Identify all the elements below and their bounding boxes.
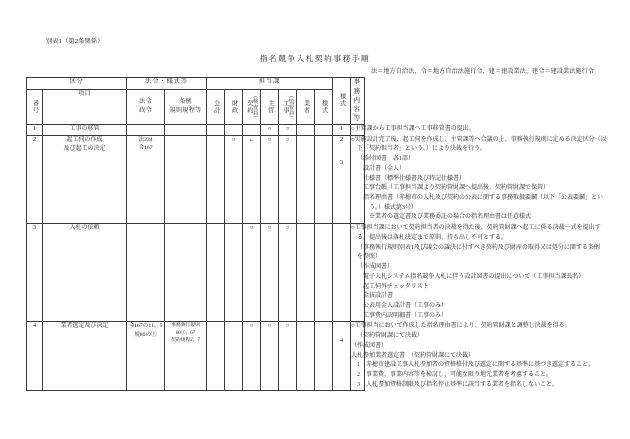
mark-supervision: ○	[261, 125, 279, 136]
detail-line: 金抜設計書	[363, 293, 394, 300]
row-item-line: 及び起工の決定	[63, 145, 106, 152]
header-dept-contract: （検査員） 契約	[243, 90, 261, 125]
header-dept-supervision: 主管	[261, 90, 279, 125]
header-regulation-line-1: 条例	[179, 98, 192, 105]
detail-line: ○実施設計完了後、起工伺を作成し、主管課等へ合議の上、事務執行規則に定める決定区分（以	[351, 136, 607, 143]
row-details	[351, 135, 607, 223]
table-row	[27, 135, 605, 223]
row-details	[351, 322, 595, 391]
row-law	[127, 322, 165, 391]
header-dept-works: （監督員） 工事	[279, 90, 297, 125]
row-regulation	[165, 224, 207, 322]
row-regulation-line: 契約規程2、7	[171, 337, 200, 343]
mark-works: ○	[279, 135, 297, 223]
detail-number-primary: 2	[340, 136, 344, 143]
mark-form	[315, 125, 333, 136]
mark-finance	[225, 125, 243, 136]
row-details	[351, 125, 475, 136]
procedure-table-wrapper	[26, 77, 607, 391]
mark-works: ○	[279, 322, 297, 391]
mark-contract	[243, 125, 261, 136]
row-item: 業者選定及び決定	[43, 322, 127, 391]
header-dept-accounting: 会計	[207, 90, 225, 125]
detail-line: 設計書（金入）	[363, 165, 406, 172]
mark-vendor	[297, 135, 315, 223]
procedure-table	[26, 77, 605, 391]
row-item: 工事の移管	[43, 125, 127, 136]
detail-line: 工事台帳（工事担当課より契約管財課へ提出後、契約管財課で保管）	[363, 185, 550, 192]
detail-number	[333, 224, 351, 322]
detail-line: ○工事担当課において契約担当者の決裁を得た後、契約管財課へ起工に係る決裁一式を提出す	[351, 225, 601, 232]
mark-supervision: ○	[261, 135, 279, 223]
header-regulation	[165, 90, 207, 125]
detail-line: （添付図書 各1部）	[357, 156, 415, 163]
detail-number-primary: 4	[340, 338, 344, 345]
header-details-label: 事務内容等	[353, 78, 362, 123]
header-dept-vendor: 業者	[297, 90, 315, 125]
detail-line: 下「契約担当者」という。）により決裁を行う。	[357, 146, 487, 153]
mark-supervision: ○	[261, 322, 279, 391]
mark-form	[315, 322, 333, 391]
mark-accounting	[207, 135, 225, 223]
detail-line: 公表用金入設計書（工事のみ）	[363, 302, 448, 309]
header-laws-forms: 法令・様式等	[127, 78, 207, 90]
detail-line: ○工事担当において作成した指名理由書により、契約管財課と調整し決裁を得る。	[351, 323, 571, 330]
document-legend: 法＝地方自治法、令＝地方自治法施行令、建＝建設業法、建令＝建設業法施行令	[371, 69, 594, 75]
detail-line: ○主管課から工事担当課へ工事移管書の提出。	[351, 126, 475, 132]
detail-line: る。提出後は落札決定まで原則、持ち出し不可とする。	[357, 234, 508, 241]
row-regulation	[165, 135, 207, 223]
header-law-ordinance	[127, 90, 165, 125]
detail-line: （作成図書）	[351, 342, 388, 349]
detail-number	[333, 135, 351, 223]
header-form-label: 様式	[338, 93, 345, 108]
detail-line: 1 赤穂市建設工事入札参加者の資格格付及び選定に関する基準に基づき選定すること。	[357, 362, 595, 369]
mark-contract: ←	[243, 135, 261, 223]
mark-works: ○	[279, 224, 297, 322]
detail-line: 2 事業費、事業内容等を検討し、可能な限り地元業者を考慮すること。	[357, 371, 553, 378]
table-row	[27, 322, 605, 391]
mark-finance: ○	[225, 135, 243, 223]
mark-vendor	[297, 322, 315, 391]
detail-line: 3 入札参加資格制限及び指名停止基準に該当する業者を指名しないこと。	[357, 381, 559, 388]
row-number: 2	[27, 135, 43, 223]
mark-vendor	[297, 224, 315, 322]
row-details	[351, 224, 601, 322]
detail-line: 工事費内訳明細書（工事のみ）	[363, 312, 448, 319]
mark-form	[315, 224, 333, 322]
mark-supervision: ○	[261, 224, 279, 322]
mark-form	[315, 135, 333, 223]
table-header-group-row	[27, 78, 605, 90]
detail-line: 起工伺外チェックリスト	[363, 283, 429, 290]
detail-line: う。）様式第3号）	[369, 204, 418, 211]
row-number: 1	[27, 125, 43, 136]
row-law	[127, 224, 165, 322]
detail-number	[333, 322, 351, 391]
header-departments: 担当課	[207, 78, 333, 90]
detail-line: 指名理由書（赤穂市の入札及び契約の公表に関する事務取扱要綱（以下「公表要綱」とい	[363, 195, 604, 202]
mark-contract: ○	[243, 224, 261, 322]
detail-number-secondary: 3	[340, 160, 344, 167]
row-item-line: 起工伺の作成	[66, 136, 103, 143]
row-law-line: 令167	[138, 145, 153, 152]
row-law	[127, 135, 165, 223]
mark-finance	[225, 322, 243, 391]
mark-works: ○	[279, 125, 297, 136]
table-row	[27, 224, 605, 322]
header-form: 様式	[315, 90, 333, 125]
table-header-sub-row	[27, 90, 605, 125]
detail-line: （契約管財課にて決裁）	[357, 333, 424, 340]
mark-accounting	[207, 224, 225, 322]
document-reference: 別表1（第2条関係）	[46, 38, 104, 45]
detail-line: を参照）	[357, 254, 382, 261]
header-regulation-line-2: 規則規程等	[169, 108, 202, 114]
header-law-line-2: 政令	[139, 108, 152, 114]
document-title: 指名競争入札契約事務手順	[259, 54, 371, 63]
header-details-top	[351, 78, 365, 125]
row-law	[127, 125, 165, 136]
header-item: 項目	[43, 90, 127, 125]
detail-line: 入札参加業者選定書 （契約管財課にて決裁）	[351, 352, 475, 359]
row-law-line: 法234	[138, 136, 153, 143]
header-law-line-1: 法令	[139, 98, 152, 105]
row-item	[43, 135, 127, 223]
table-row	[27, 125, 605, 136]
detail-line: ※業者の選定書及び業務委託の場合の指名理由書は任意様式	[369, 214, 532, 221]
mark-contract: ○	[243, 322, 261, 391]
row-regulation	[165, 322, 207, 391]
header-number: 番号	[27, 90, 43, 125]
row-item: 入札の依頼	[43, 224, 127, 322]
mark-accounting	[207, 125, 225, 136]
header-classification: 区分	[27, 78, 127, 90]
detail-line: （事務執行規則別表1及び議会の議決に付すべき契約及び財産の取得又は処分に関する条例	[357, 244, 600, 251]
row-law-line: 令167の11、5	[128, 323, 163, 330]
mark-accounting	[207, 322, 225, 391]
header-form-spacer	[333, 78, 351, 125]
detail-number: 1	[333, 125, 351, 136]
detail-line: 仕様書（標準仕様書及び特記仕様書）	[363, 175, 466, 182]
detail-line: （作成図書）	[357, 264, 394, 271]
row-law-line: 規80の①	[134, 331, 157, 338]
mark-finance	[225, 224, 243, 322]
row-regulation-line: 事務執行規則60①、67	[171, 323, 200, 336]
header-dept-finance: 財政	[225, 90, 243, 125]
row-number: 3	[27, 224, 43, 322]
detail-line: 電子入札システム指名競争入札に伴う設計図書の提出について（工事担当課長名）	[363, 273, 585, 280]
row-number: 4	[27, 322, 43, 391]
mark-vendor	[297, 125, 315, 136]
row-regulation	[165, 125, 207, 136]
